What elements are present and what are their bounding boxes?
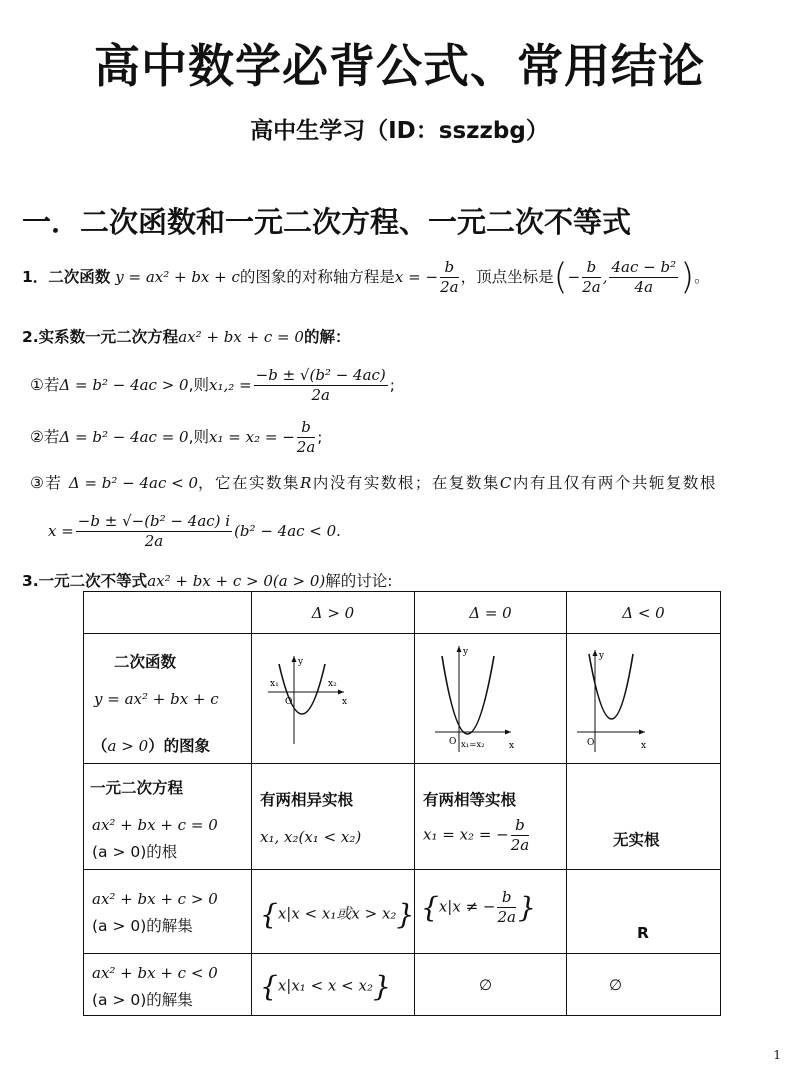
header-delta-negative: Δ < 0 — [567, 592, 721, 634]
case1-line: ①若Δ = b² − 4ac > 0,则x₁,₂ = $\frac{\text{−b ± √(b² − 4ac)}}{2a}$ ; — [30, 366, 396, 404]
table-header-row — [84, 592, 721, 634]
header-delta-zero: Δ = 0 — [415, 592, 567, 634]
case3-line: ③若 Δ = b² − 4ac < 0，它在实数集R内没有实数根；在复数集C内有且仅有两个共轭复数根 — [30, 474, 717, 492]
item3-suffix: 解的讨论: — [325, 572, 393, 590]
header-cell-empty — [84, 592, 252, 634]
row2-label: 一元二次方程 ax² + bx + c = 0 (a > 0)的根 — [84, 764, 252, 870]
row3-cell-two-roots: {x|x < x₁或x > x₂} — [252, 870, 415, 954]
item1-end: 。 — [694, 268, 710, 286]
table-row — [84, 634, 721, 764]
graph-cell-double-root — [415, 634, 567, 764]
svg-text:x: x — [641, 741, 647, 751]
discussion-table — [83, 591, 721, 1016]
table-row — [84, 870, 721, 954]
parabola-no-root — [567, 634, 721, 764]
graph-cell-no-root — [567, 634, 721, 764]
svg-text:x: x — [342, 697, 348, 707]
row2-cell-double-root: 有两相等实根 x₁ = x₂ = − $\frac{b}{2a}$ — [415, 764, 567, 870]
item2-eq: ax² + bx + c = 0 — [178, 328, 304, 346]
svg-text:y: y — [298, 657, 304, 667]
svg-text:y: y — [599, 651, 605, 661]
svg-text:O: O — [449, 737, 457, 747]
header-delta-positive: Δ > 0 — [252, 592, 415, 634]
row3-label: ax² + bx + c > 0 (a > 0)的解集 — [84, 870, 252, 954]
row4-cell-two-roots: {x|x₁ < x < x₂} — [252, 954, 415, 1016]
page-title: 高中数学必背公式、常用结论 — [94, 39, 705, 93]
item1-axis-lhs: x = − — [394, 268, 439, 286]
row3-cell-no-root: R — [567, 870, 721, 954]
item1-axis-frac: $\frac{b}{2a}$ — [440, 258, 459, 296]
row4-cell-double-root: ∅ — [415, 954, 567, 1016]
item2-line — [22, 325, 350, 347]
row2-cell-two-roots: 有两相异实根 x₁, x₂(x₁ < x₂) — [252, 764, 415, 870]
item1-func: y = ax² + bx + c — [115, 268, 240, 286]
row4-label: ax² + bx + c < 0 (a > 0)的解集 — [84, 954, 252, 1016]
svg-text:O: O — [587, 738, 595, 748]
case1-frac: $\frac{\text{−b ± √(b² − 4ac)}}{2a}$ — [255, 366, 386, 404]
row2-cell-no-root: 无实根 — [567, 764, 721, 870]
graph-cell-two-roots — [252, 634, 415, 764]
item2-suffix: 的解： — [303, 328, 351, 346]
svg-text:x₁=x₂: x₁=x₂ — [461, 740, 485, 750]
page-subtitle: 高中生学习（ID：sszzbg） — [250, 118, 549, 144]
case1-cond: Δ = b² − 4ac > 0 — [59, 376, 189, 394]
parabola-two-roots — [252, 634, 415, 764]
item3-line — [22, 569, 392, 591]
item1-vertex-label: ，顶点坐标是 — [460, 268, 554, 286]
table-row — [84, 764, 721, 870]
svg-text:y: y — [463, 647, 469, 657]
row1-label: 二次函数 y = ax² + bx + c （a > 0）的图象 — [84, 634, 252, 764]
item1-mid: 的图象的对称轴方程是 — [239, 268, 395, 286]
svg-text:x₂: x₂ — [328, 679, 337, 689]
svg-text:O: O — [285, 697, 293, 707]
table-row — [84, 954, 721, 1016]
svg-text:x₁: x₁ — [270, 679, 279, 689]
item2-prefix: 2.实系数一元二次方程 — [22, 328, 179, 346]
section-heading: 一．二次函数和一元二次方程、一元二次不等式 — [22, 205, 632, 239]
item1-prefix: 1．二次函数 — [22, 268, 111, 286]
item3-ineq: ax² + bx + c > 0(a > 0) — [147, 572, 326, 590]
row3-cell-double-root: {x|x ≠ − $\frac{b}{2a}$ } — [415, 870, 567, 954]
item1-vx-frac: $\frac{b}{2a}$ — [582, 258, 601, 296]
row4-cell-no-root: ∅ — [567, 954, 721, 1016]
svg-text:x: x — [509, 741, 515, 751]
case3-formula: x = $\frac{\text{−b ± √−(b² − 4ac) i}}{2a}$ (b² − 4ac < 0. — [48, 512, 341, 550]
case2-frac: $\frac{b}{2a}$ — [296, 418, 316, 456]
item1-line: 1．二次函数 y = ax² + bx + c的图象的对称轴方程是x = − $\frac{b}{2a}$ ，顶点坐标是(− $\frac{b}{2a}$ , $\frac{\text{4ac − b²}}{4a}$ )。 — [22, 256, 710, 298]
page-number: 1 — [773, 1048, 781, 1062]
case2-line: ②若Δ = b² − 4ac = 0,则x₁ = x₂ = − $\frac{b}{2a}$ ; — [30, 418, 323, 456]
case3-frac: $\frac{\text{−b ± √−(b² − 4ac) i}}{2a}$ — [77, 512, 231, 550]
item3-prefix: 3.一元二次不等式 — [22, 572, 148, 590]
parabola-double-root — [415, 634, 567, 764]
case3-tail: (b² − 4ac < 0. — [234, 522, 341, 540]
case2-cond: Δ = b² − 4ac = 0 — [59, 428, 189, 446]
item1-vy-frac: $\frac{\text{4ac − b²}}{4a}$ — [611, 258, 677, 296]
case3-cond: Δ = b² − 4ac < 0 — [68, 474, 199, 492]
